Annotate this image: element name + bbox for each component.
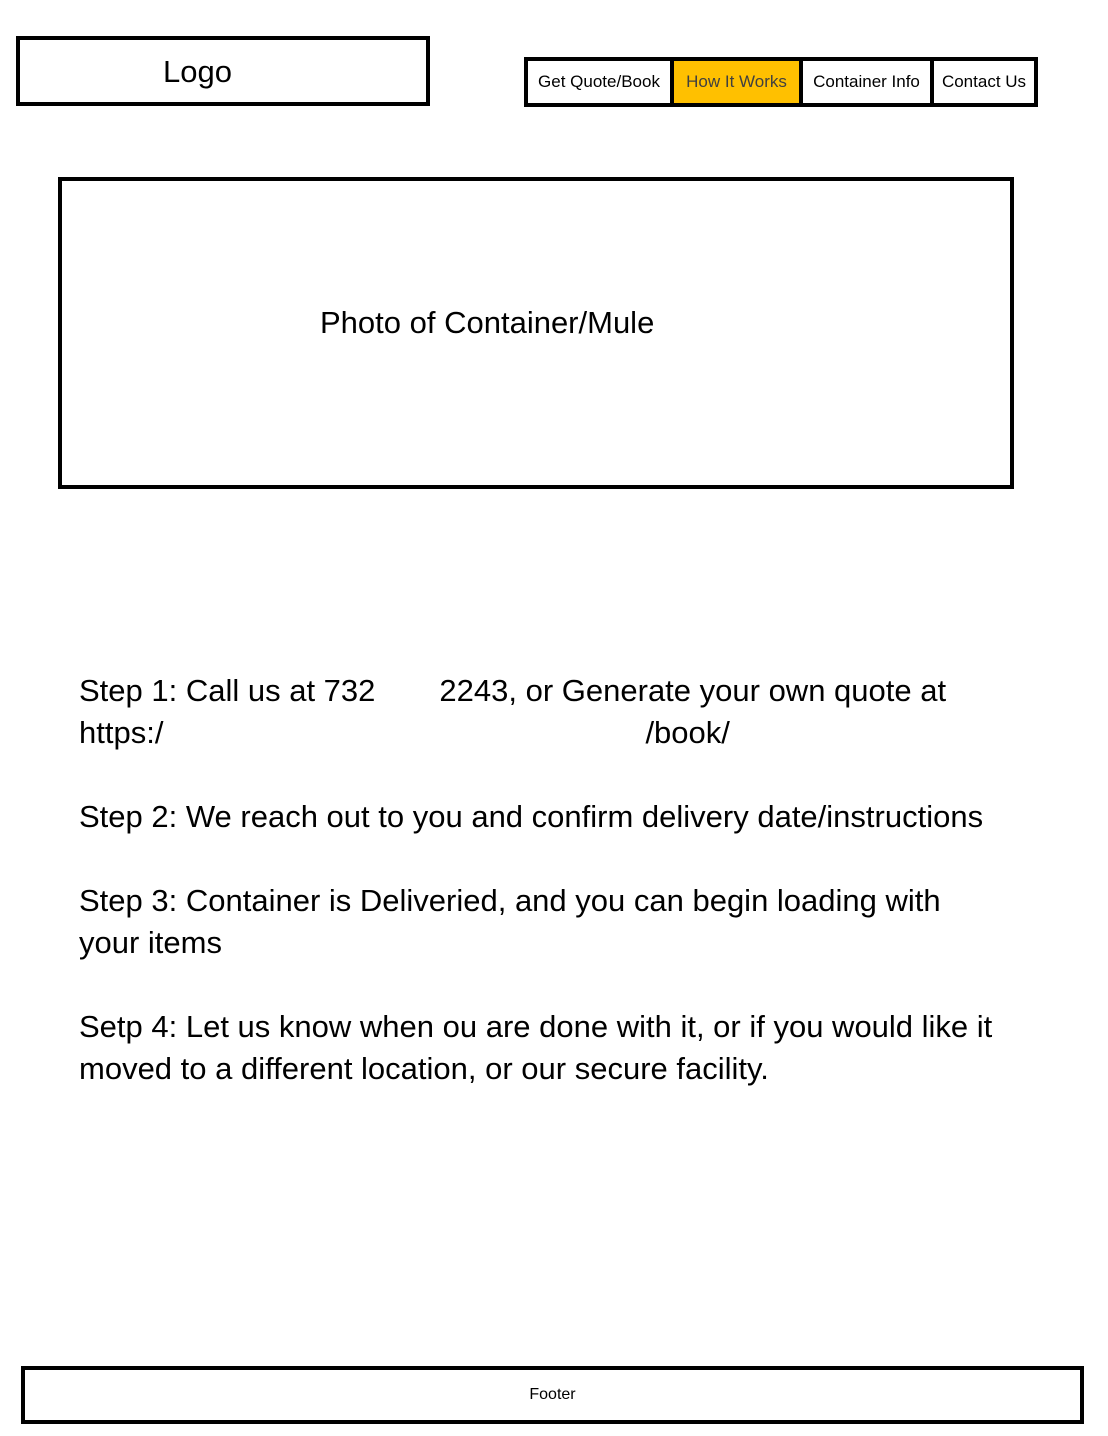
step-1-url-start: https:/ xyxy=(79,715,164,750)
nav-item-container-info[interactable]: Container Info xyxy=(799,61,930,103)
nav-item-how-it-works[interactable]: How It Works xyxy=(670,61,799,103)
nav-item-get-quote-book[interactable]: Get Quote/Book xyxy=(538,72,660,91)
logo[interactable] xyxy=(16,36,430,106)
step-1-text-start: Step 1: Call us at 732 xyxy=(79,673,376,708)
footer-label: Footer xyxy=(529,1386,576,1403)
step-3: Step 3: Container is Deliveried, and you can begin loading with your items xyxy=(79,883,941,960)
step-1 xyxy=(79,670,999,754)
footer xyxy=(21,1366,1084,1424)
main-nav xyxy=(524,57,1038,107)
nav-item-contact-us[interactable]: Contact Us xyxy=(930,61,1034,103)
step-1-text-continued: 2243, or Generate your own quote at xyxy=(439,673,947,708)
step-4: Setp 4: Let us know when ou are done with it, or if you would like it moved to a different location, or our secure facility. xyxy=(79,1009,993,1086)
hero-photo-label: Photo of Container/Mule xyxy=(320,305,655,340)
hero-photo-placeholder xyxy=(58,177,1014,489)
logo-text: Logo xyxy=(163,54,232,89)
step-2: Step 2: We reach out to you and confirm delivery date/instructions xyxy=(79,799,984,834)
how-it-works-steps xyxy=(79,670,999,1132)
step-1-url-end: /book/ xyxy=(645,715,730,750)
